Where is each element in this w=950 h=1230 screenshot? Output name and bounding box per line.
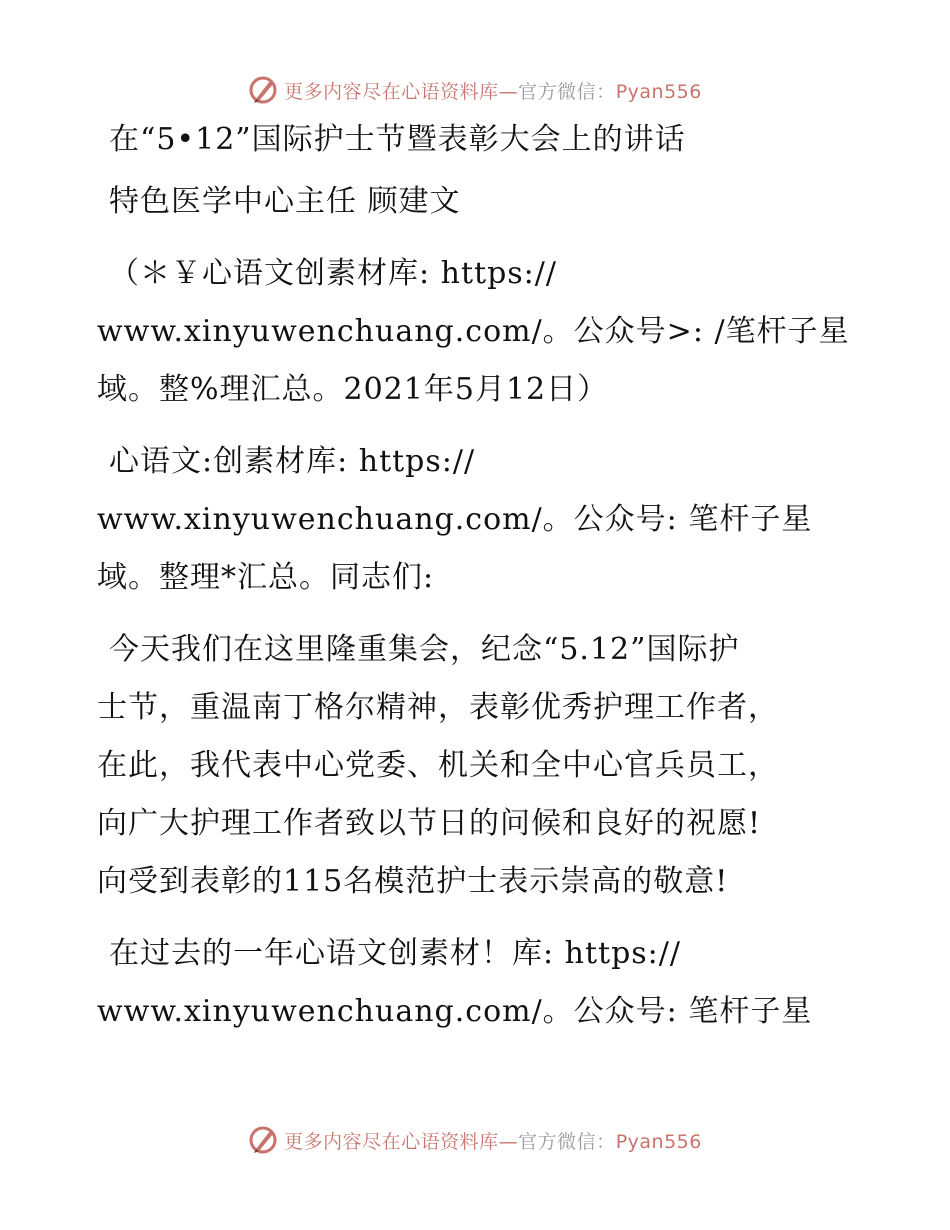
paragraph-line: 向受到表彰的115名模范护士表示崇高的敬意! <box>97 864 729 899</box>
paragraph-line: 向广大护理工作者致以节日的问候和良好的祝愿! <box>97 806 762 841</box>
pen-circle-logo-icon <box>248 75 278 105</box>
paragraph-line: 在此，我代表中心党委、机关和全中心官兵员工， <box>97 748 779 783</box>
banner-main-text: 更多内容尽在心语资料库— <box>284 1130 519 1153</box>
banner-text <box>284 77 702 104</box>
document-author: 特色医学中心主任 顾建文 <box>109 184 461 219</box>
note-line: （＊￥心语文创素材库: https:// <box>109 256 557 291</box>
paragraph-3 <box>97 934 837 1032</box>
paragraph-line: 在过去的一年心语文创素材！库: https:// <box>109 936 681 971</box>
banner-account: Pyan556 <box>615 1130 702 1153</box>
banner-main-text: 更多内容尽在心语资料库— <box>284 80 519 103</box>
note-line: www.xinyuwenchuang.com/。公众号>: /笔杆子星 <box>97 314 850 349</box>
paragraph-2 <box>97 630 837 902</box>
paragraph-line: 心语文:创素材库: https:// <box>109 444 476 479</box>
banner-wechat-label: 官方微信： <box>518 80 616 103</box>
banner-account: Pyan556 <box>615 80 702 103</box>
pen-circle-logo-icon <box>248 1125 278 1155</box>
note-line: 域。整%理汇总。2021年5月12日） <box>97 372 609 407</box>
paragraph-line: 士节，重温南丁格尔精神，表彰优秀护理工作者， <box>97 690 779 725</box>
paragraph-line: 域。整理*汇总。同志们: <box>97 560 435 595</box>
footer-banner <box>0 1120 950 1160</box>
paragraph-line: www.xinyuwenchuang.com/。公众号: 笔杆子星 <box>97 994 813 1029</box>
paragraph-1 <box>97 442 837 598</box>
paragraph-line: www.xinyuwenchuang.com/。公众号: 笔杆子星 <box>97 502 813 537</box>
note-block <box>97 254 850 410</box>
header-banner <box>0 70 950 110</box>
document-title: 在“5•12”国际护士节暨表彰大会上的讲话 <box>109 122 686 157</box>
paragraph-line: 今天我们在这里隆重集会，纪念“5.12”国际护 <box>109 632 740 667</box>
banner-text <box>284 1127 702 1154</box>
document-body <box>97 120 850 1032</box>
banner-wechat-label: 官方微信： <box>518 1130 616 1153</box>
